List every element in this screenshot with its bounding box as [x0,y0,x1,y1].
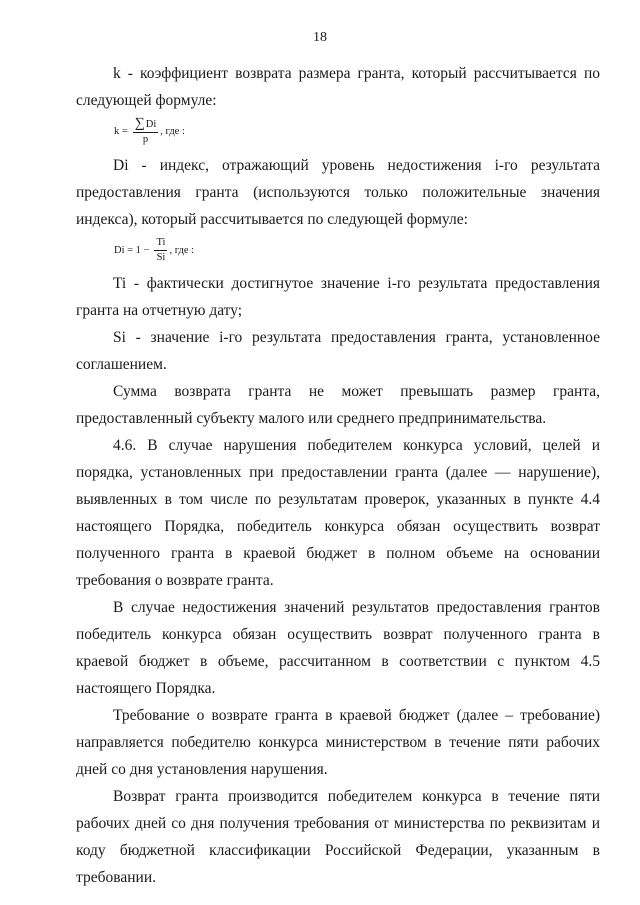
formula-k-lhs: k = [114,126,128,137]
formula-di [114,237,600,264]
paragraph-ti-definition: Ti - фактически достигнутое значение i-го результата предоставления гранта на отчетную дату; [76,275,600,319]
formula-di-suffix: , где : [169,244,195,256]
paragraph-si-definition: Si - значение i-го результата предоставления гранта, установленное соглашением. [76,329,600,373]
formula-k [114,118,600,146]
page-number: 18 [313,30,327,45]
formula-k-suffix: , где : [160,126,185,137]
document-body [76,60,600,891]
paragraph-return-terms: Возврат гранта производится победителем конкурса в течение пяти рабочих дней со дня получения требования от министерства по реквизитам и коду бюджетной классификации Российской Федерации, указанным в требовании. [76,788,600,886]
formula-k-fraction [133,118,158,146]
sum-sign: ∑ [134,116,145,131]
formula-k-numerator-text: Di [145,119,157,130]
formula-k-numerator [133,118,158,133]
formula-di-lhs: Di = 1 − [114,244,150,256]
formula-di-denominator: Si [156,252,166,263]
formula-di-fraction [154,237,167,264]
paragraph-di-definition: Di - индекс, отражающий уровень недостижения i-го результата предоставления гранта (используются только положительные значения индекса), который рассчитывается по следующей формуле: [76,157,600,228]
paragraph-4-6: 4.6. В случае нарушения победителем конкурса условий, целей и порядка, установленных при предоставлении гранта (далее — нарушение), выявленных в том числе по результатам проверок, указанных в пункте 4.4 настоящего Порядка, победитель конкурса обязан осуществить возврат полученного гранта в краевой бюджет в полном объеме на основании требования о возврате гранта. [76,437,600,589]
paragraph-requirement: Требование о возврате гранта в краевой бюджет (далее – требование) направляется победителю конкурса министерством в течение пяти рабочих дней со дня установления нарушения. [76,707,600,778]
paragraph-sum-limit: Сумма возврата гранта не может превышать размер гранта, предоставленный субъекту малого или среднего предпринимательства. [76,383,600,427]
paragraph-non-achievement: В случае недостижения значений результатов предоставления грантов победитель конкурса обязан осуществить возврат полученного гранта в краевой бюджет в объеме, рассчитанном в соответствии с пунктом 4.5 настоящего Порядка. [76,599,600,697]
formula-k-denominator: p [142,134,149,145]
paragraph-k-definition: k - коэффициент возврата размера гранта, который рассчитывается по следующей формуле: [76,65,600,109]
formula-di-numerator: Ti [154,237,167,251]
